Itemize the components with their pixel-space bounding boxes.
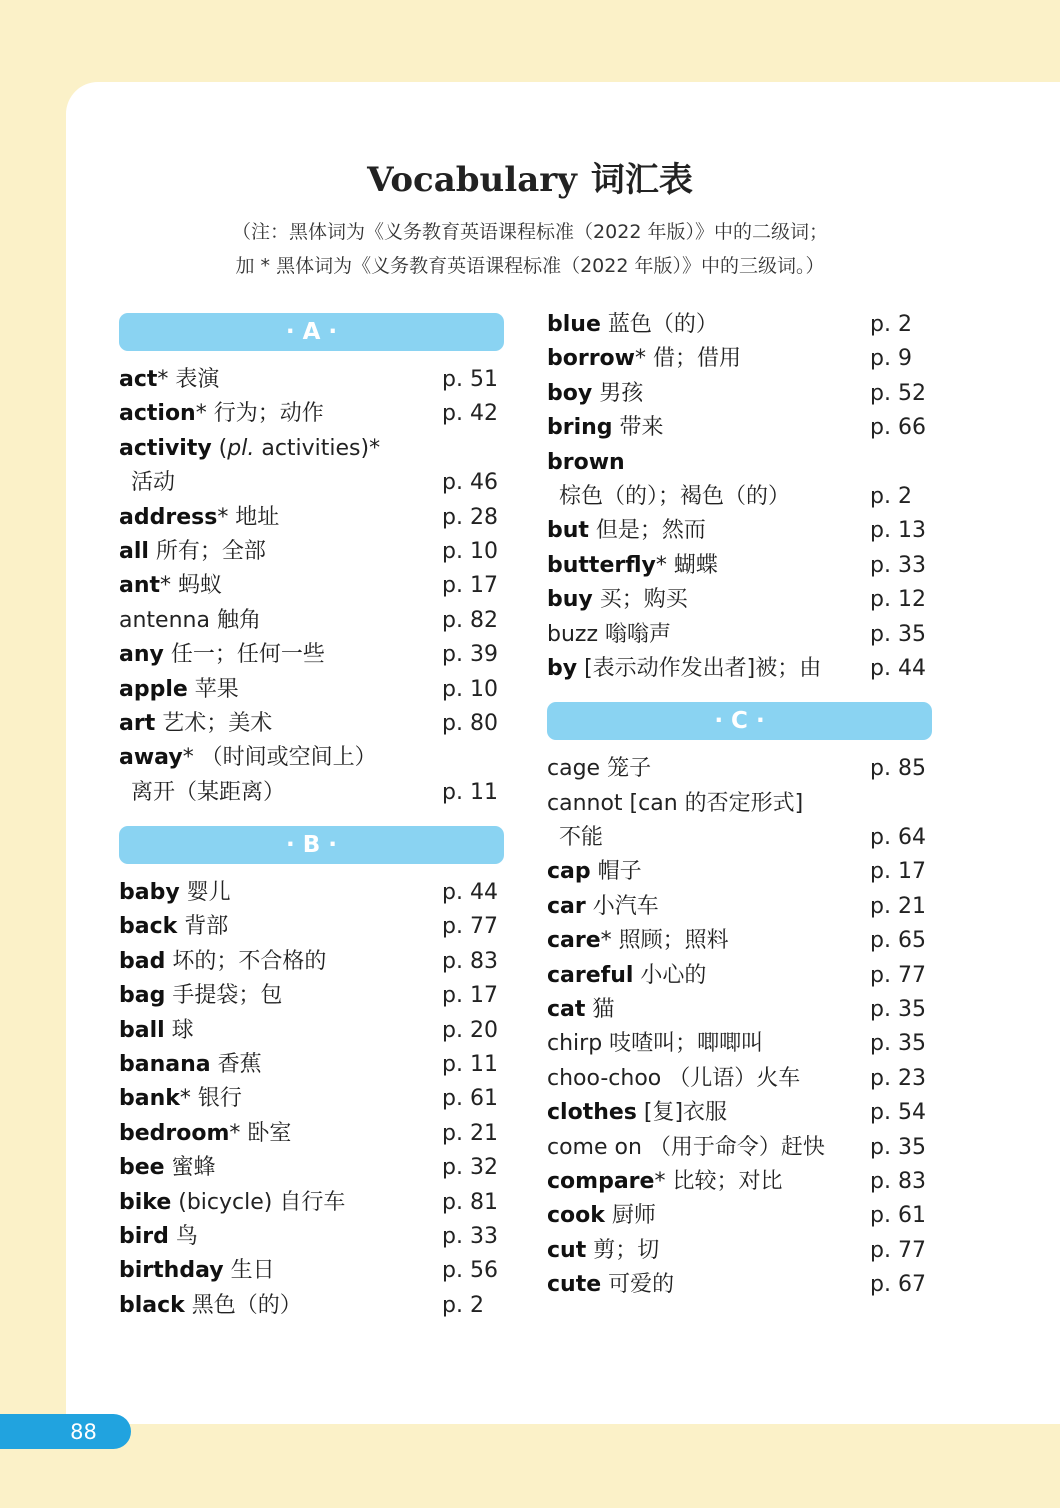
vocab-meaning: 剪；切 (586, 1237, 660, 1263)
vocab-extra: ( (211, 435, 228, 461)
vocab-page: p. 83 (442, 948, 498, 974)
note-line-2: 加 * 黑体词为《义务教育英语课程标准（2022 年版）》中的三级词。） (235, 255, 825, 277)
vocab-entry (119, 910, 504, 944)
vocab-meaning: 艺术；美术 (155, 710, 273, 736)
vocab-meaning: 厨师 (604, 1203, 656, 1229)
vocab-entry-continued (547, 480, 932, 514)
vocab-page: p. 61 (870, 1203, 926, 1229)
vocab-word: cage (547, 756, 601, 782)
vocab-page: p. 52 (870, 380, 926, 406)
vocab-word: address (119, 504, 218, 530)
vocab-page: p. 44 (442, 880, 498, 906)
vocab-meaning: 棕色（的）；褐色（的） (559, 483, 791, 509)
vocab-word: compare (547, 1168, 655, 1194)
vocab-meaning: 背部 (177, 914, 229, 940)
vocab-entry (547, 924, 932, 958)
vocab-extra-italic: pl. (227, 435, 255, 461)
vocab-page: p. 56 (442, 1258, 498, 1284)
vocab-word: boy (547, 380, 593, 406)
vocab-mark: * (182, 745, 194, 771)
vocab-meaning: 蚂蚁 (171, 573, 223, 599)
vocab-word: back (119, 914, 178, 940)
vocab-page: p. 2 (870, 312, 912, 337)
vocab-word: ant (119, 573, 161, 599)
vocab-mark: * (160, 573, 172, 599)
vocab-meaning: 手提袋；包 (165, 983, 283, 1009)
vocab-meaning: （用于命令）赶快 (641, 1134, 825, 1160)
title-en: Vocabulary (367, 160, 577, 200)
vocab-page: p. 17 (442, 573, 498, 599)
vocab-word: care (547, 928, 601, 954)
vocab-word: action (119, 401, 196, 427)
vocab-page: p. 77 (870, 962, 926, 988)
vocab-word: bank (119, 1086, 180, 1112)
vocab-page: p. 54 (870, 1100, 926, 1126)
vocab-entry (119, 569, 504, 603)
vocab-page: p. 65 (870, 928, 926, 954)
vocab-entry (547, 377, 932, 411)
vocab-page: p. 2 (442, 1292, 484, 1318)
vocab-mark: * (654, 1168, 666, 1194)
vocab-meaning: 触角 (209, 607, 261, 633)
vocab-word: cap (547, 859, 591, 885)
vocab-word: buy (547, 587, 593, 613)
vocab-page: p. 51 (442, 367, 498, 392)
vocab-word: cannot (547, 790, 623, 816)
vocab-word: ball (119, 1017, 165, 1043)
vocab-entry (119, 876, 504, 910)
vocab-entry (119, 1048, 504, 1082)
vocab-meaning: 苹果 (187, 676, 239, 702)
vocab-word: but (547, 518, 589, 544)
vocab-column-right (547, 308, 932, 1303)
vocab-page: p. 2 (870, 483, 912, 509)
vocab-meaning: 婴儿 (179, 880, 231, 906)
title-cn: 词汇表 (590, 160, 693, 200)
vocab-meaning: 表演 (168, 367, 220, 392)
vocab-page: p. 35 (870, 1031, 926, 1057)
vocab-meaning: 吱喳叫；唧唧叫 (602, 1031, 764, 1057)
vocab-word: bee (119, 1155, 165, 1181)
section-header-b: · B · (119, 826, 504, 864)
vocab-meaning: 蝴蝶 (666, 552, 718, 578)
vocab-word: art (119, 710, 156, 736)
vocab-page: p. 21 (442, 1120, 498, 1146)
vocab-meaning: 地址 (228, 504, 280, 530)
vocab-meaning: 帽子 (590, 859, 642, 885)
vocab-meaning: 蜜蜂 (164, 1155, 216, 1181)
vocab-page: p. 35 (870, 997, 926, 1023)
vocab-word: borrow (547, 346, 635, 372)
vocab-meaning: 自行车 (272, 1189, 346, 1215)
vocab-word: butterfly (547, 552, 656, 578)
vocab-page: p. 10 (442, 676, 498, 702)
vocab-meaning: 鸟 (168, 1223, 198, 1249)
vocab-page: p. 83 (870, 1168, 926, 1194)
vocab-page: p. 21 (870, 893, 926, 919)
vocab-entry (119, 673, 504, 707)
vocab-page: p. 12 (870, 587, 926, 613)
vocab-page: p. 33 (870, 552, 926, 578)
vocab-meaning: （儿语）火车 (661, 1065, 801, 1091)
vocab-entry (547, 652, 932, 686)
vocab-meaning: 比较；对比 (665, 1168, 783, 1194)
vocab-meaning: 小心的 (633, 962, 707, 988)
vocab-page: p. 20 (442, 1017, 498, 1043)
vocab-entry (119, 1220, 504, 1254)
vocab-word: banana (119, 1052, 211, 1078)
vocab-page: p. 23 (870, 1065, 926, 1091)
vocab-meaning: 球 (164, 1017, 194, 1043)
vocab-word: birthday (119, 1258, 224, 1284)
vocab-entry-continued (119, 776, 504, 810)
vocab-meaning: 坏的；不合格的 (165, 948, 327, 974)
vocab-page: p. 77 (442, 914, 498, 940)
vocab-extra: activities)* (254, 435, 381, 461)
vocab-entry (547, 752, 932, 786)
vocab-mark: * (600, 928, 612, 954)
vocab-entry (119, 432, 504, 466)
vocab-entry (119, 741, 504, 775)
vocab-page: p. 28 (442, 504, 498, 530)
vocab-entry (547, 1062, 932, 1096)
vocab-meaning: 但是；然而 (588, 518, 706, 544)
page-number: 88 (70, 1419, 97, 1444)
vocab-entry (119, 1289, 504, 1323)
vocab-word: car (547, 893, 586, 919)
vocab-entry (547, 514, 932, 548)
vocab-page: p. 77 (870, 1237, 926, 1263)
vocab-meaning: 猫 (585, 997, 615, 1023)
vocab-meaning: [复]衣服 (636, 1100, 728, 1126)
vocab-page: p. 81 (442, 1189, 498, 1215)
vocab-page: p. 33 (442, 1223, 498, 1249)
vocab-word: bring (547, 415, 613, 441)
vocab-entry (547, 959, 932, 993)
vocab-entry (119, 1151, 504, 1185)
vocab-page: p. 11 (442, 779, 498, 805)
vocab-page: p. 64 (870, 825, 926, 851)
vocab-mark: * (195, 401, 207, 427)
vocab-word: apple (119, 676, 188, 702)
vocab-word: black (119, 1292, 185, 1318)
vocab-meaning: 可爱的 (601, 1272, 675, 1298)
vocab-entry (547, 1096, 932, 1130)
vocab-page: p. 85 (870, 756, 926, 782)
vocab-word: bike (119, 1189, 172, 1215)
vocab-page: p. 46 (442, 470, 498, 496)
vocab-word: come on (547, 1134, 642, 1160)
vocab-entry (119, 535, 504, 569)
vocab-page: p. 32 (442, 1155, 498, 1181)
vocab-meaning: 香蕉 (210, 1052, 262, 1078)
vocab-word: baby (119, 880, 180, 906)
vocab-entry (119, 1186, 504, 1220)
vocab-meaning: 照顾；照料 (611, 928, 729, 954)
vocab-entry (119, 604, 504, 638)
vocab-meaning: 行为；动作 (206, 401, 324, 427)
vocab-entry (547, 411, 932, 445)
vocab-entry (547, 1234, 932, 1268)
vocab-page: p. 44 (870, 655, 926, 681)
vocab-page: p. 17 (442, 983, 498, 1009)
vocab-mark: * (655, 552, 667, 578)
vocab-entry (119, 945, 504, 979)
vocab-word: buzz (547, 621, 599, 647)
vocab-entry (547, 446, 932, 480)
vocab-word: antenna (119, 607, 210, 633)
vocab-meaning: 活动 (131, 470, 176, 496)
vocab-entry (119, 397, 504, 431)
vocab-entry (547, 308, 932, 342)
vocab-mark: * (229, 1120, 241, 1146)
vocab-page: p. 35 (870, 621, 926, 647)
vocab-word: choo-choo (547, 1065, 662, 1091)
vocab-entry (547, 618, 932, 652)
vocab-entry (119, 1014, 504, 1048)
vocab-entry (547, 583, 932, 617)
vocab-entry (547, 890, 932, 924)
vocab-entry (547, 1199, 932, 1233)
vocab-entry (119, 638, 504, 672)
vocab-entry (119, 501, 504, 535)
vocab-entry (119, 1082, 504, 1116)
vocab-page: p. 80 (442, 710, 498, 736)
vocab-meaning: 买；购买 (592, 587, 688, 613)
vocab-word: bag (119, 983, 166, 1009)
vocab-page: p. 61 (442, 1086, 498, 1112)
vocab-word: bedroom (119, 1120, 230, 1146)
vocab-entry (547, 1268, 932, 1302)
vocab-entry (547, 1131, 932, 1165)
page-number-tab (0, 1414, 131, 1449)
vocab-word: blue (547, 312, 601, 337)
vocab-word: bird (119, 1223, 169, 1249)
vocab-entry (547, 549, 932, 583)
vocab-extra: (bicycle) (171, 1189, 273, 1215)
vocab-meaning: 男孩 (592, 380, 644, 406)
vocab-entry (547, 1027, 932, 1061)
vocab-word: activity (119, 435, 212, 461)
vocab-meaning: 卧室 (240, 1120, 292, 1146)
vocab-entry (547, 855, 932, 889)
vocab-word: careful (547, 962, 634, 988)
vocab-column-left (119, 313, 504, 1323)
vocab-meaning: 所有；全部 (148, 538, 266, 564)
vocab-meaning: 不能 (559, 825, 604, 851)
vocab-entry-continued (547, 821, 932, 855)
vocab-meaning: 银行 (190, 1086, 242, 1112)
vocab-page: p. 13 (870, 518, 926, 544)
vocab-entry (547, 1165, 932, 1199)
vocab-page: p. 11 (442, 1052, 498, 1078)
vocab-meaning: 生日 (223, 1258, 275, 1284)
vocab-entry (119, 979, 504, 1013)
vocab-meaning: 任一；任何一些 (163, 642, 325, 668)
vocab-page: p. 9 (870, 346, 912, 372)
vocab-word: act (119, 367, 158, 392)
vocab-word: by (547, 655, 578, 681)
vocab-word: cook (547, 1203, 605, 1229)
vocab-mark: * (635, 346, 646, 372)
vocab-meaning: 笼子 (600, 756, 652, 782)
section-header-c: · C · (547, 702, 932, 740)
vocab-meaning: [can 的否定形式] (622, 790, 804, 816)
vocab-page: p. 10 (442, 538, 498, 564)
vocab-page: p. 39 (442, 642, 498, 668)
vocab-word: away (119, 745, 183, 771)
vocab-meaning: 带来 (612, 415, 664, 441)
vocab-page: p. 82 (442, 607, 498, 633)
vocab-page: p. 17 (870, 859, 926, 885)
vocab-word: chirp (547, 1031, 603, 1057)
vocab-meaning: 嗡嗡声 (598, 621, 672, 647)
vocab-word: bad (119, 948, 166, 974)
vocab-entry (119, 1117, 504, 1151)
vocab-word: cute (547, 1272, 602, 1298)
vocab-meaning: 离开（某距离） (131, 779, 286, 805)
vocab-mark: * (179, 1086, 191, 1112)
vocab-meaning: 借；借用 (646, 346, 741, 372)
vocab-entry (547, 342, 932, 376)
vocab-mark: * (217, 504, 229, 530)
page-title (0, 152, 1060, 201)
vocab-meaning: 小汽车 (585, 893, 659, 919)
vocab-meaning: [表示动作发出者]被；由 (577, 655, 822, 681)
vocab-page: p. 42 (442, 401, 498, 427)
vocab-meaning: （时间或空间上） (193, 745, 377, 771)
vocab-entry (119, 1254, 504, 1288)
vocab-word: cut (547, 1237, 587, 1263)
vocab-word: brown (547, 449, 625, 475)
vocab-page: p. 67 (870, 1272, 926, 1298)
vocab-entry-continued (119, 466, 504, 500)
note-line-1: （注：黑体词为《义务教育英语课程标准（2022 年版）》中的二级词； (232, 221, 828, 243)
vocab-meaning: 蓝色（的） (600, 312, 718, 337)
vocab-page: p. 35 (870, 1134, 926, 1160)
vocab-meaning: 黑色（的） (184, 1292, 302, 1318)
vocab-entry (119, 707, 504, 741)
vocab-word: all (119, 538, 149, 564)
section-header-a: · A · (119, 313, 504, 351)
vocab-page: p. 66 (870, 415, 926, 441)
vocab-entry (547, 993, 932, 1027)
vocab-entry (119, 363, 504, 397)
vocab-entry (547, 787, 932, 821)
vocab-word: any (119, 642, 164, 668)
vocab-word: cat (547, 997, 586, 1023)
vocab-word: clothes (547, 1100, 637, 1126)
vocab-mark: * (157, 367, 169, 392)
